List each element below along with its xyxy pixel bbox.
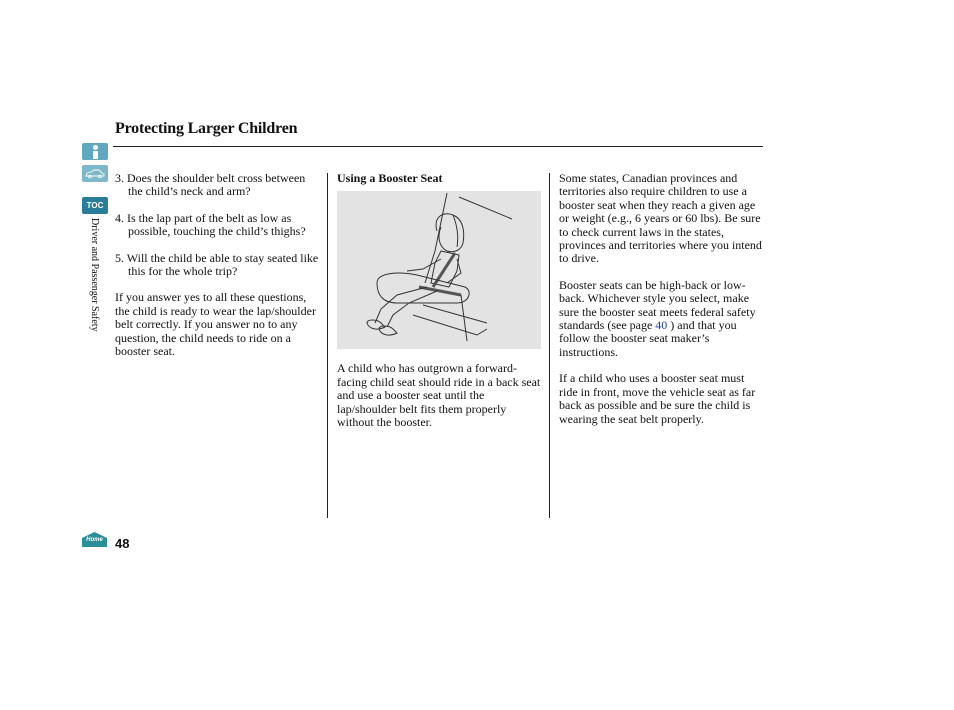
booster-types-text-end: ) and that you follow the booster seat maker’s instructions. (559, 318, 737, 359)
page-number: 48 (115, 536, 130, 551)
column-divider (327, 173, 328, 518)
section-subheading: Using a Booster Seat (337, 171, 443, 185)
toc-button[interactable]: TOC (82, 197, 108, 214)
home-label: Home (86, 537, 103, 543)
booster-types-text: Booster seats can be high-back or low-back. Whichever style you select, make sure the booster seat meets federal safety standards (see page (559, 277, 756, 333)
illustration-caption: A child who has outgrown a forward-facing child seat should ride in a back seat and use a booster seat until the lap/shoulder belt fits them properly without the booster. (337, 361, 541, 430)
column-left (115, 172, 321, 371)
question-5: 5. Will the child be able to stay seated like this for the whole trip? (115, 250, 319, 279)
column-middle (337, 172, 543, 442)
column-right (559, 172, 765, 439)
question-4: 4. Is the lap part of the belt as low as possible, touching the child’s thighs? (115, 210, 306, 239)
question-3: 3. Does the shoulder belt cross between the child’s neck and arm? (115, 171, 306, 199)
summary-paragraph: If you answer yes to all these questions, the child is ready to wear the lap/shoulder belt correctly. If you answer no to any question, the child needs to ride on a booster seat. (115, 290, 316, 359)
front-seat-paragraph: If a child who uses a booster seat must ride in front, move the vehicle seat as far back as possible and be sure the child is wearing the seat belt properly. (559, 371, 756, 426)
child-on-booster-drawing (337, 191, 541, 349)
info-icon[interactable] (82, 143, 108, 160)
booster-seat-illustration (337, 191, 541, 349)
info-dot (93, 145, 98, 150)
title-divider (113, 146, 763, 147)
booster-types-paragraph (559, 279, 765, 359)
column-divider (549, 173, 550, 518)
info-bar (93, 151, 98, 159)
page-link-40[interactable]: 40 (655, 318, 668, 333)
home-button[interactable] (81, 531, 108, 548)
state-laws-paragraph: Some states, Canadian provinces and territories also require children to use a booster seat when they reach a given age or weight (e.g., 6 years or 60 lbs). Be sure to check current laws in the states, provinces and territories where you intend to drive. (559, 171, 762, 266)
car-outline-icon (84, 168, 106, 179)
section-tab-label[interactable]: Driver and Passenger Safety (89, 218, 100, 332)
car-icon[interactable] (82, 165, 108, 182)
page-title: Protecting Larger Children (115, 120, 298, 137)
